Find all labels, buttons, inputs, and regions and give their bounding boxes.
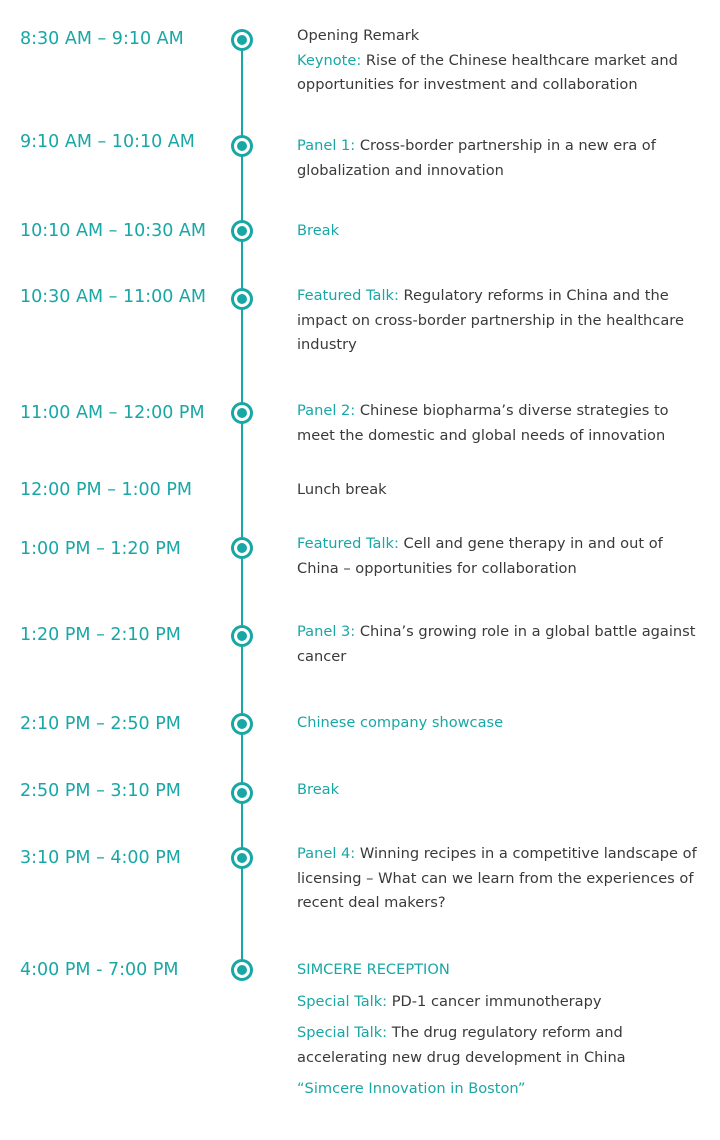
sub-item-quote: “Simcere Innovation in Boston” bbox=[297, 1080, 526, 1097]
item-text: Lunch break bbox=[297, 481, 387, 498]
sub-item-label: Special Talk: bbox=[297, 992, 388, 1010]
item-label: Chinese company showcase bbox=[297, 714, 504, 731]
item-label: Break bbox=[297, 781, 340, 798]
timeline-node-icon bbox=[231, 713, 253, 735]
sub-item-text: PD-1 cancer immunotherapy bbox=[387, 992, 602, 1010]
item-label: Panel 3: bbox=[297, 623, 356, 640]
sub-item bbox=[297, 990, 709, 1015]
agenda-item bbox=[297, 134, 709, 183]
item-text: Winning recipes in a competitive landscape of licensing – What can we learn from the experiences of recent deal makers? bbox=[297, 845, 697, 911]
time-label: 8:30 AM – 9:10 AM bbox=[20, 29, 184, 49]
time-label: 10:30 AM – 11:00 AM bbox=[20, 287, 207, 307]
timeline-line bbox=[241, 40, 243, 970]
sub-item bbox=[297, 1021, 709, 1070]
item-text: Cross-border partnership in a new era of globalization and innovation bbox=[297, 137, 656, 179]
item-text: Chinese biopharma’s diverse strategies to meet the domestic and global needs of innovation bbox=[297, 402, 669, 444]
agenda-item bbox=[297, 532, 709, 581]
time-label: 9:10 AM – 10:10 AM bbox=[20, 132, 195, 152]
agenda-item bbox=[297, 711, 709, 736]
item-label: Panel 4: bbox=[297, 845, 356, 862]
timeline-node-icon bbox=[231, 625, 253, 647]
item-label: Featured Talk: bbox=[297, 535, 399, 552]
timeline-node-icon bbox=[231, 135, 253, 157]
item-text: Cell and gene therapy in and out of China – opportunities for collaboration bbox=[297, 535, 663, 577]
agenda-item bbox=[297, 478, 709, 503]
time-label: 10:10 AM – 10:30 AM bbox=[20, 221, 207, 241]
agenda-item bbox=[297, 620, 709, 669]
agenda-item bbox=[297, 399, 709, 448]
agenda-item bbox=[297, 284, 709, 358]
time-label: 1:20 PM – 2:10 PM bbox=[20, 625, 181, 645]
item-label: Keynote: bbox=[297, 51, 362, 69]
agenda-item bbox=[297, 842, 709, 916]
sub-item-text: The drug regulatory reform and accelerating new drug development in China bbox=[297, 1024, 626, 1066]
timeline-node-icon bbox=[231, 29, 253, 51]
item-label: Featured Talk: bbox=[297, 287, 399, 304]
agenda-item bbox=[297, 219, 709, 244]
item-title: Opening Remark bbox=[297, 27, 420, 44]
timeline-node-icon bbox=[231, 959, 253, 981]
timeline-node-icon bbox=[231, 220, 253, 242]
time-label: 1:00 PM – 1:20 PM bbox=[20, 539, 181, 559]
item-label: SIMCERE RECEPTION bbox=[297, 961, 450, 978]
time-label: 2:10 PM – 2:50 PM bbox=[20, 714, 181, 734]
time-label: 11:00 AM – 12:00 PM bbox=[20, 403, 205, 423]
sub-item-label: Special Talk: bbox=[297, 1024, 388, 1041]
item-text: Regulatory reforms in China and the impact on cross-border partnership in the healthcare industry bbox=[297, 287, 684, 353]
time-label: 12:00 PM – 1:00 PM bbox=[20, 480, 193, 500]
item-text: Rise of the Chinese healthcare market and opportunities for investment and collaboration bbox=[297, 51, 678, 93]
timeline-node-icon bbox=[231, 782, 253, 804]
timeline-node-icon bbox=[231, 847, 253, 869]
agenda-item bbox=[297, 24, 709, 98]
timeline-node-icon bbox=[231, 537, 253, 559]
time-label: 3:10 PM – 4:00 PM bbox=[20, 848, 181, 868]
time-label: 4:00 PM - 7:00 PM bbox=[20, 960, 179, 980]
agenda-item bbox=[297, 778, 709, 803]
item-label: Panel 2: bbox=[297, 402, 356, 419]
agenda-item bbox=[297, 958, 709, 1102]
time-label: 2:50 PM – 3:10 PM bbox=[20, 781, 181, 801]
timeline-node-icon bbox=[231, 402, 253, 424]
item-label: Break bbox=[297, 222, 340, 239]
item-label: Panel 1: bbox=[297, 137, 356, 154]
timeline-node-icon bbox=[231, 288, 253, 310]
item-text: China’s growing role in a global battle against cancer bbox=[297, 623, 696, 665]
